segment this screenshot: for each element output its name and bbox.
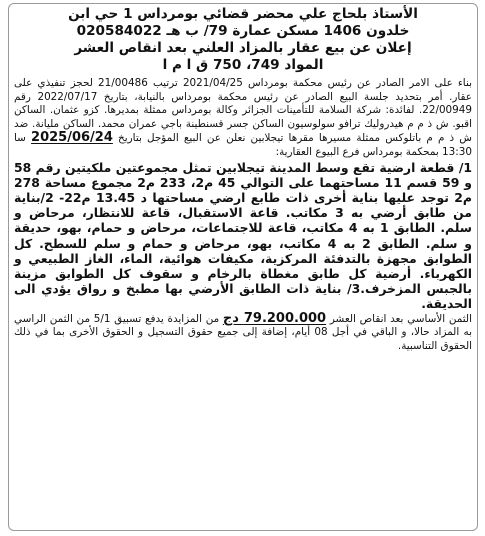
bailiff-address-line: خلدون 1406 مسكن عمارة 79/ ب هـ 020584022 — [76, 23, 410, 39]
intro-text: بناء على الامر الصادر عن رئيس محكمة بومرداس 2021/04/25 ترتيب 21/00486 لحجز تنفيذي على عقار. أمر بتحديد جلسة البيع الصادر عن رئيس محكمة بومرداس بالنيابة، بتاريخ 2022/07/17 رقم 22/00949. لفائدة: شركة السلامة للتأمينات الجزائر وكالة بومرداس ممثلة بمديرها. كزو عثمان. الساكن اقبو. ش ذ م م هيدروليك ترافو سولوسيون الساكن جسر قسنطينة باجي عمران محمد. الساكن مليانة. ضد ش ذ م م باتلوكس ممثلة مسيرها مقرها تيجلابين نعلن عن البيع المؤجل بتاريخ — [14, 77, 473, 145]
notice-title: إعلان عن بيع عقار بالمزاد العلني بعد انقاص العشر — [74, 40, 412, 56]
notice-intro — [14, 77, 472, 160]
base-price: 79.200.000 دج — [222, 310, 327, 326]
bailiff-name-line: الأستاذ بلحاج علي محضر قضائي بومرداس 1 حي ابن — [68, 6, 418, 22]
sale-time: سا 13:30 بمحكمة بومرداس فرع — [14, 132, 472, 158]
sale-date: 2025/06/24 — [31, 130, 113, 146]
price-lead: الثمن الأساسي بعد انقاص العشر — [329, 312, 472, 325]
price-paragraph — [14, 312, 472, 354]
payment-terms: من المزايدة يدفع تسبيق 5/1 من الثمن الراسي به المزاد حالا، و الباقي في أجل 08 أيام، إضافة إلى جميع حقوق التسجيل و الحقوق الأخرى بما في ذلك الحقوق التناسبية. — [14, 312, 472, 352]
property-lead: البيوع العقارية: — [275, 145, 340, 158]
legal-articles-line: المواد 749، 750 ق ا م ا — [162, 57, 324, 73]
notice-content — [14, 6, 472, 353]
property-description: 1/ قطعة ارضية تقع وسط المدينة تيجلابين تمثل مجموعتين ملكيتين رقم 58 و 59 قسم 11 مساحتهما على التوالي 45 م2، 233 م2 مجموع مساحة 278 م2 توجد عليها بناية أخرى ذات طابع ارضي مساحتها د 13.45 م22- 2/بناية من طابق أرضي به 3 مكاتب. قاعة الاستقبال، قاعة للانتظار، مرحاض و سلم. الطابق 1 به 4 مكاتب، قاعة للاجتماعات، مرحاض و حمام، بهو، حديقة و سلم. الطابق 2 به 4 مكاتب، بهو، مرحاض و حمام و سلم للسطح. كل الطوابق مجهزة بالتدفئة المركزية، مكيفات هوائية، الماء، الغاز الطبيعي و الكهرباء. أرضية كل طابق مغطاة بالرخام و سقوف كل الطوابق مزينة بالجبس المزخرف.3/ بناية ذات الطابق الأرضي بها مطبخ و رواق يؤدي الى الحديقة. — [14, 159, 472, 312]
